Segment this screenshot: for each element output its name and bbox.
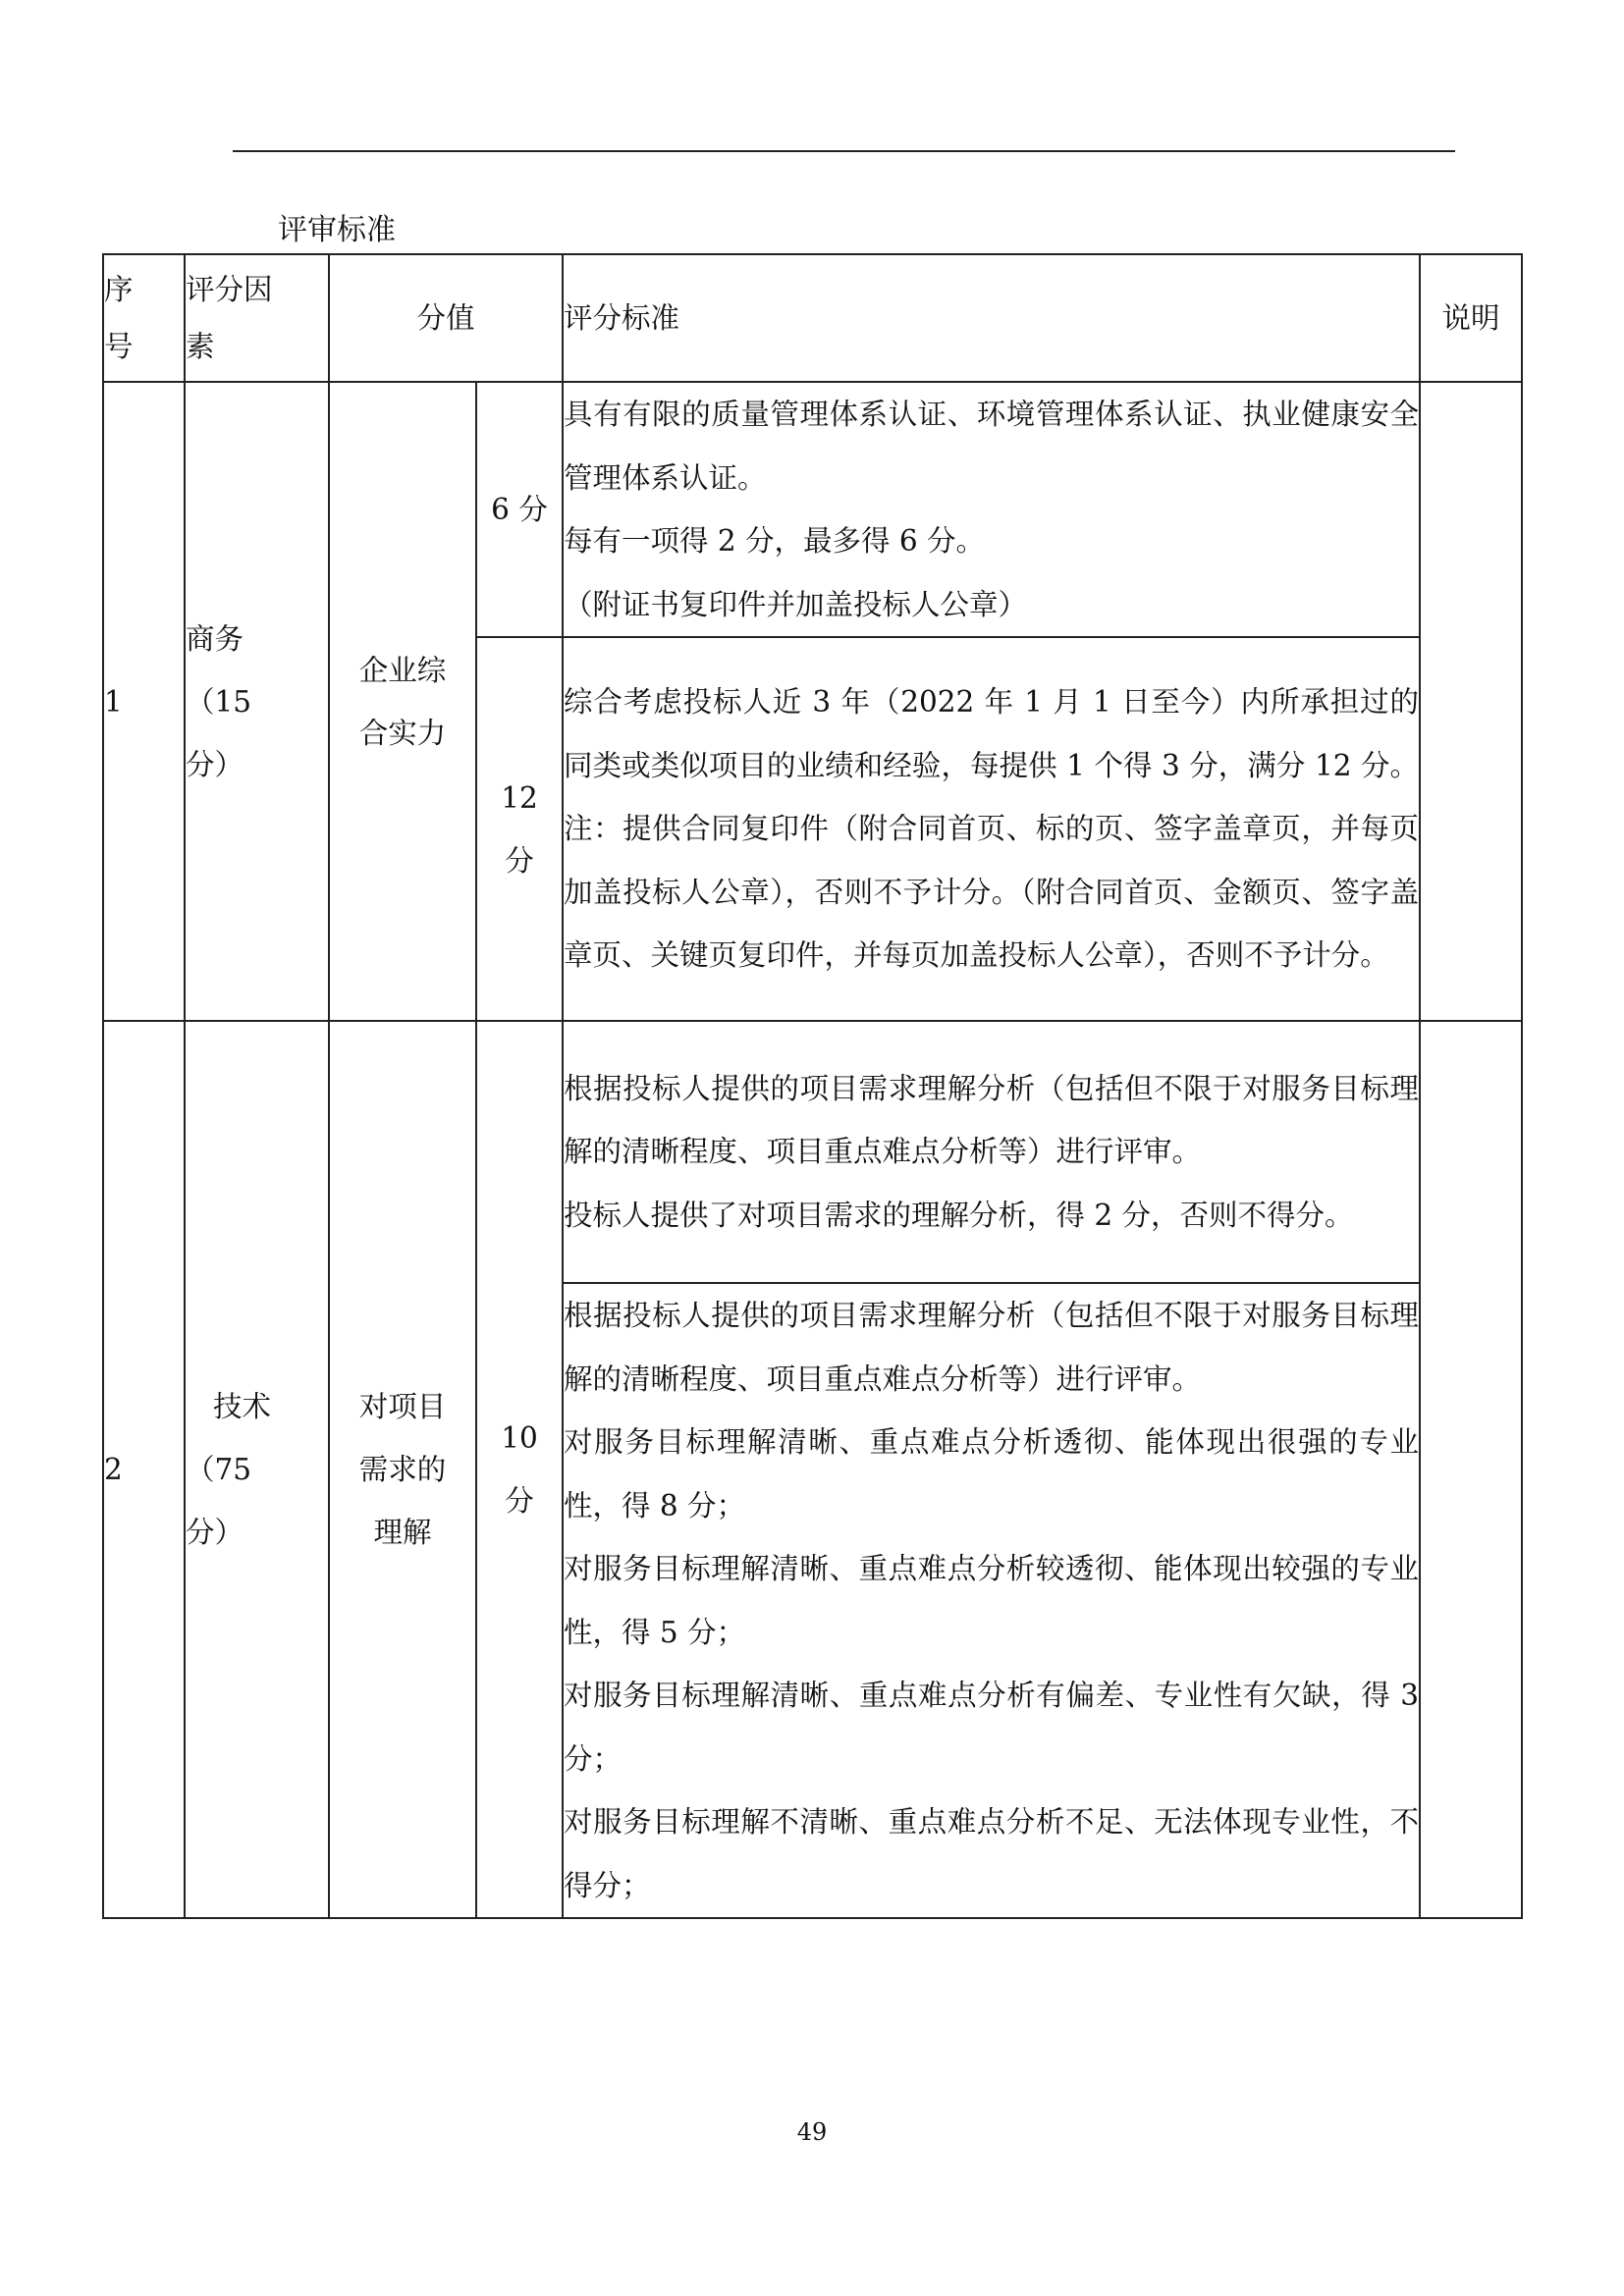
scoring-table xyxy=(102,253,1523,1919)
table-row xyxy=(103,382,1522,637)
row-category: 商务 （15 分） xyxy=(185,382,329,1021)
row-criteria: 具有有限的质量管理体系认证、环境管理体系认证、执业健康安全管理体系认证。 每有一项得 2 分，最多得 6 分。 （附证书复印件并加盖投标人公章） xyxy=(563,382,1420,637)
row-factor: 企业综 合实力 xyxy=(329,382,476,1021)
row-category: 技术 （75 分） xyxy=(185,1021,329,1918)
header-criteria: 评分标准 xyxy=(563,254,1420,382)
row-note xyxy=(1420,1021,1522,1918)
table-row xyxy=(103,1021,1522,1283)
row-number: 2 xyxy=(103,1021,185,1918)
row-score: 12 分 xyxy=(476,637,563,1021)
header-factor: 评分因 素 xyxy=(185,254,329,382)
row-criteria: 根据投标人提供的项目需求理解分析（包括但不限于对服务目标理解的清晰程度、项目重点难点分析等）进行评审。 投标人提供了对项目需求的理解分析，得 2 分，否则不得分。 xyxy=(563,1021,1420,1283)
table-header-row xyxy=(103,254,1522,382)
row-criteria: 综合考虑投标人近 3 年（2022 年 1 月 1 日至今）内所承担过的同类或类似项目的业绩和经验，每提供 1 个得 3 分，满分 12 分。注：提供合同复印件（附合同首页、标的页、签字盖章页，并每页加盖投标人公章），否则不予计分。（附合同首页、金额页、签字盖章页、关键页复印件，并每页加盖投标人公章），否则不予计分。 xyxy=(563,637,1420,1021)
row-number: 1 xyxy=(103,382,185,1021)
row-criteria: 根据投标人提供的项目需求理解分析（包括但不限于对服务目标理解的清晰程度、项目重点难点分析等）进行评审。 对服务目标理解清晰、重点难点分析透彻、能体现出很强的专业性，得 8 分； 对服务目标理解清晰、重点难点分析较透彻、能体现出较强的专业性，得 5 分； 对服务目标理解清晰、重点难点分析有偏差、专业性有欠缺，得 3 分； 对服务目标理解不清晰、重点难点分析不足、无法体现专业性，不得分； xyxy=(563,1283,1420,1918)
row-note xyxy=(1420,382,1522,1021)
header-score: 分值 xyxy=(329,254,563,382)
header-no: 序 号 xyxy=(103,254,185,382)
header-rule xyxy=(233,150,1455,152)
row-score: 6 分 xyxy=(476,382,563,637)
page-number: 49 xyxy=(796,2118,828,2146)
header-note: 说明 xyxy=(1420,254,1522,382)
row-factor: 对项目 需求的 理解 xyxy=(329,1021,476,1918)
section-title: 评审标准 xyxy=(278,213,396,247)
row-score: 10 分 xyxy=(476,1021,563,1918)
